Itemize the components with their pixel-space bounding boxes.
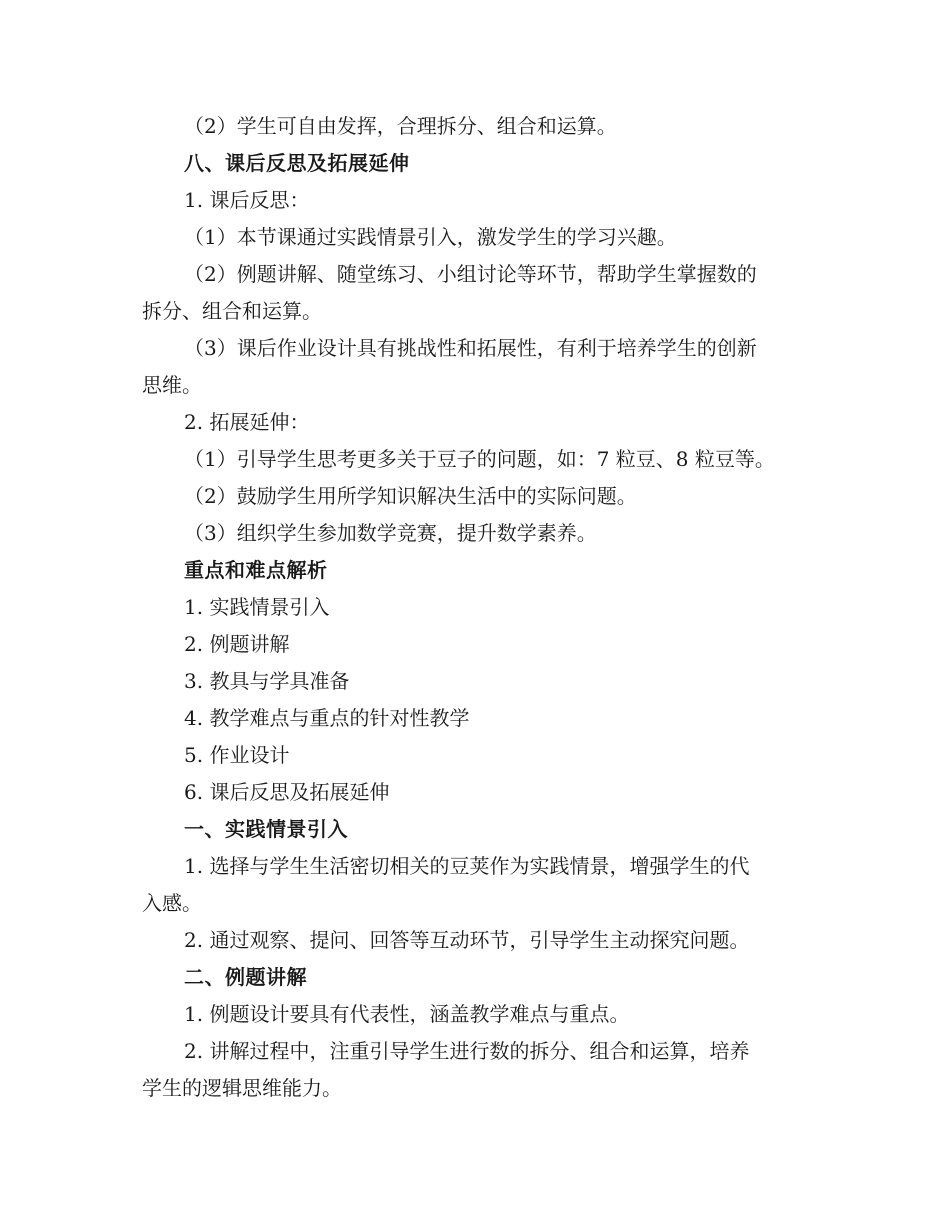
- paragraph: 2. 通过观察、提问、回答等互动环节，引导学生主动探究问题。: [184, 928, 750, 952]
- paragraph: （1）本节课通过实践情景引入，激发学生的学习兴趣。: [184, 225, 677, 249]
- list-item: 3. 教具与学具准备: [184, 669, 350, 693]
- paragraph: （2）例题讲解、随堂练习、小组讨论等环节，帮助学生掌握数的: [184, 262, 757, 286]
- list-item: 1. 课后反思：: [184, 188, 310, 212]
- paragraph: 1. 选择与学生生活密切相关的豆荚作为实践情景，增强学生的代: [184, 854, 750, 878]
- list-item: 2. 拓展延伸：: [184, 410, 310, 434]
- section-heading: 二、例题讲解: [184, 965, 307, 989]
- list-item: 1. 实践情景引入: [184, 595, 330, 619]
- list-item: 2. 例题讲解: [184, 632, 290, 656]
- section-heading: 八、课后反思及拓展延伸: [184, 151, 410, 175]
- paragraph: （2）鼓励学生用所学知识解决生活中的实际问题。: [184, 484, 637, 508]
- paragraph: （3）组织学生参加数学竞赛，提升数学素养。: [184, 521, 597, 545]
- paragraph: 学生的逻辑思维能力。: [142, 1076, 342, 1100]
- paragraph: 入感。: [142, 891, 202, 915]
- list-item: 5. 作业设计: [184, 743, 290, 767]
- paragraph: （3）课后作业设计具有挑战性和拓展性，有利于培养学生的创新: [184, 336, 757, 360]
- section-heading: 重点和难点解析: [184, 558, 328, 582]
- paragraph: 思维。: [142, 373, 202, 397]
- paragraph: （1）引导学生思考更多关于豆子的问题，如：7 粒豆、8 粒豆等。: [184, 447, 775, 471]
- section-heading: 一、实践情景引入: [184, 817, 348, 841]
- paragraph: 拆分、组合和运算。: [142, 299, 322, 323]
- paragraph: （2）学生可自由发挥，合理拆分、组合和运算。: [184, 114, 617, 138]
- list-item: 6. 课后反思及拓展延伸: [184, 780, 390, 804]
- paragraph: 2. 讲解过程中，注重引导学生进行数的拆分、组合和运算，培养: [184, 1039, 750, 1063]
- paragraph: 1. 例题设计要具有代表性，涵盖教学难点与重点。: [184, 1002, 630, 1026]
- list-item: 4. 教学难点与重点的针对性教学: [184, 706, 470, 730]
